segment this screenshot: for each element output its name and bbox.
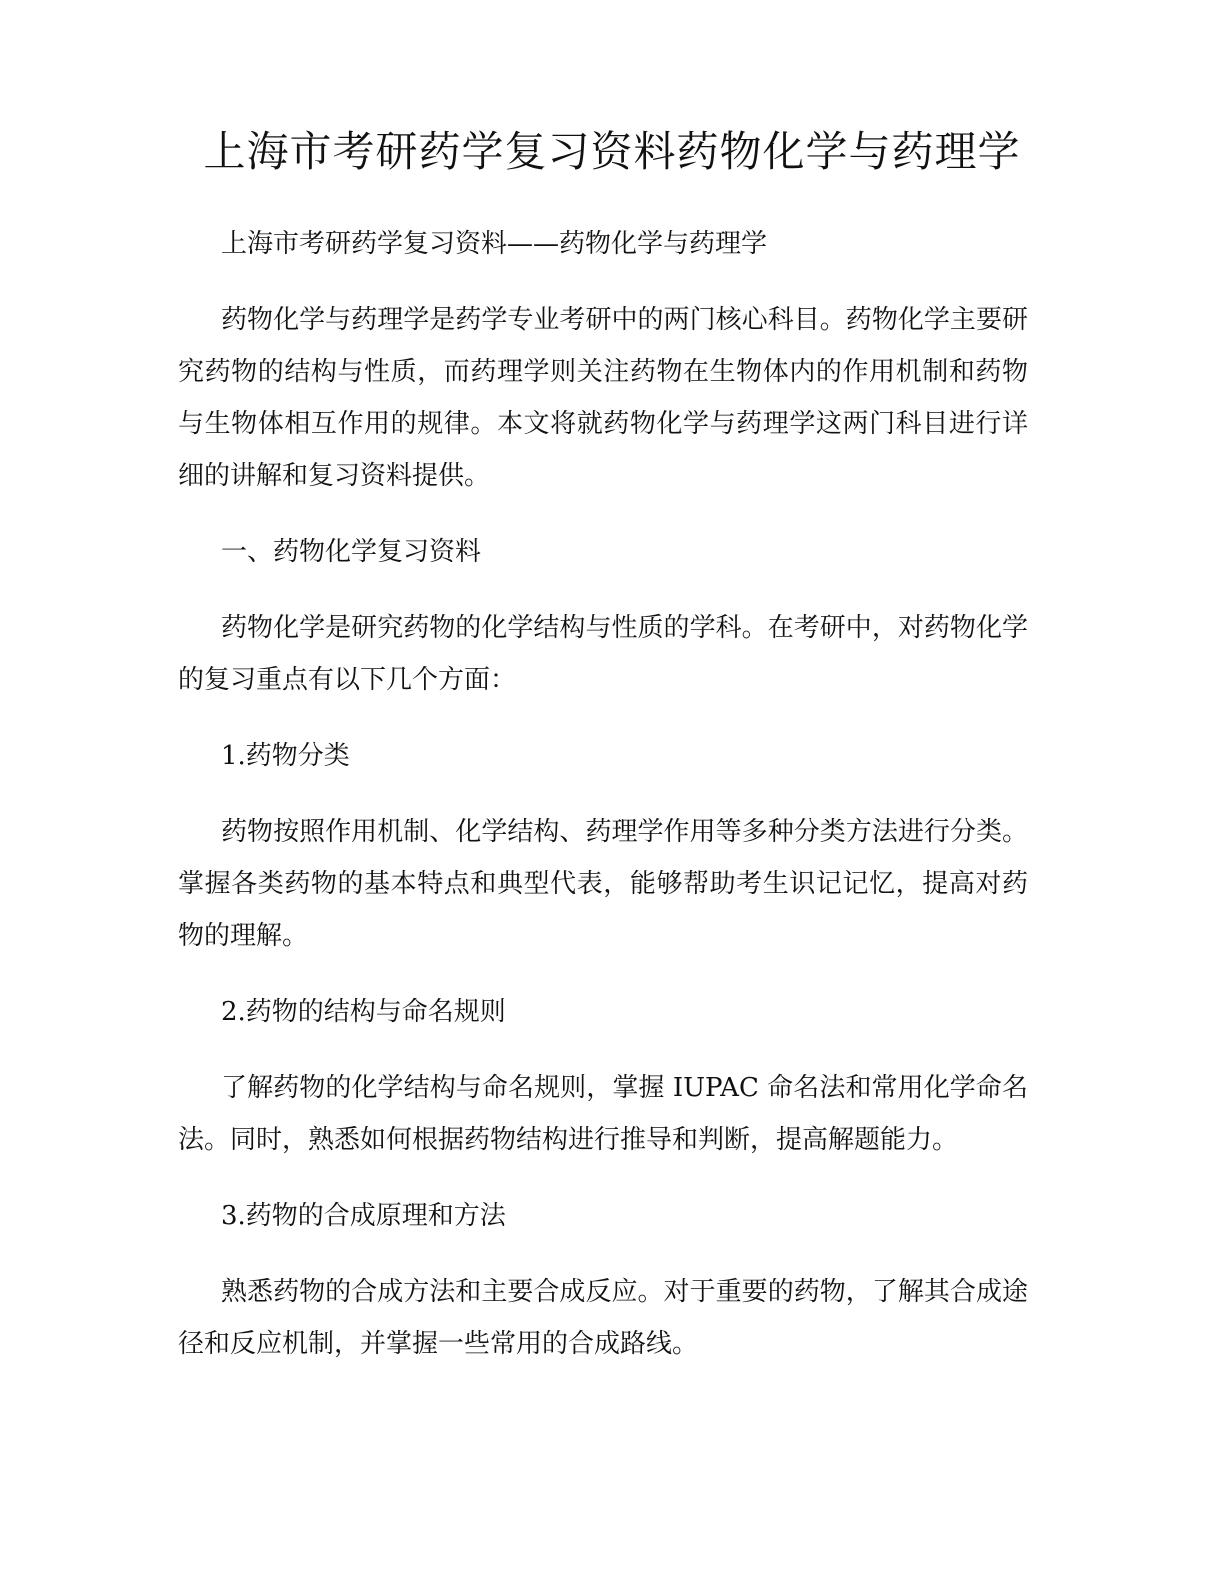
- document-title: 上海市考研药学复习资料药物化学与药理学: [203, 127, 1021, 176]
- item-heading-synthesis: 3.药物的合成原理和方法: [221, 1201, 506, 1231]
- item-heading-structure-naming: 2.药物的结构与命名规则: [221, 997, 506, 1027]
- item-body-synthesis: 熟悉药物的合成方法和主要合成反应。对于重要的药物，了解其合成途径和反应机制，并掌握一些常用的合成路线。: [178, 1277, 1028, 1359]
- section-intro-paragraph: 药物化学是研究药物的化学结构与性质的学科。在考研中，对药物化学的复习重点有以下几个方面：: [178, 613, 1028, 695]
- item-body-structure-naming: 了解药物的化学结构与命名规则，掌握 IUPAC 命名法和常用化学命名法。同时，熟悉如何根据药物结构进行推导和判断，提高解题能力。: [178, 1073, 1028, 1155]
- subtitle: 上海市考研药学复习资料——药物化学与药理学: [221, 229, 768, 259]
- item-heading-classification: 1.药物分类: [221, 741, 350, 771]
- item-body-classification: 药物按照作用机制、化学结构、药理学作用等多种分类方法进行分类。掌握各类药物的基本特点和典型代表，能够帮助考生识记记忆，提高对药物的理解。: [178, 817, 1028, 951]
- intro-paragraph: 药物化学与药理学是药学专业考研中的两门核心科目。药物化学主要研究药物的结构与性质，而药理学则关注药物在生物体内的作用机制和药物与生物体相互作用的规律。本文将就药物化学与药理学这两门科目进行详细的讲解和复习资料提供。: [178, 305, 1028, 491]
- document-body: [178, 218, 1028, 1394]
- section-heading: 一、药物化学复习资料: [221, 537, 482, 567]
